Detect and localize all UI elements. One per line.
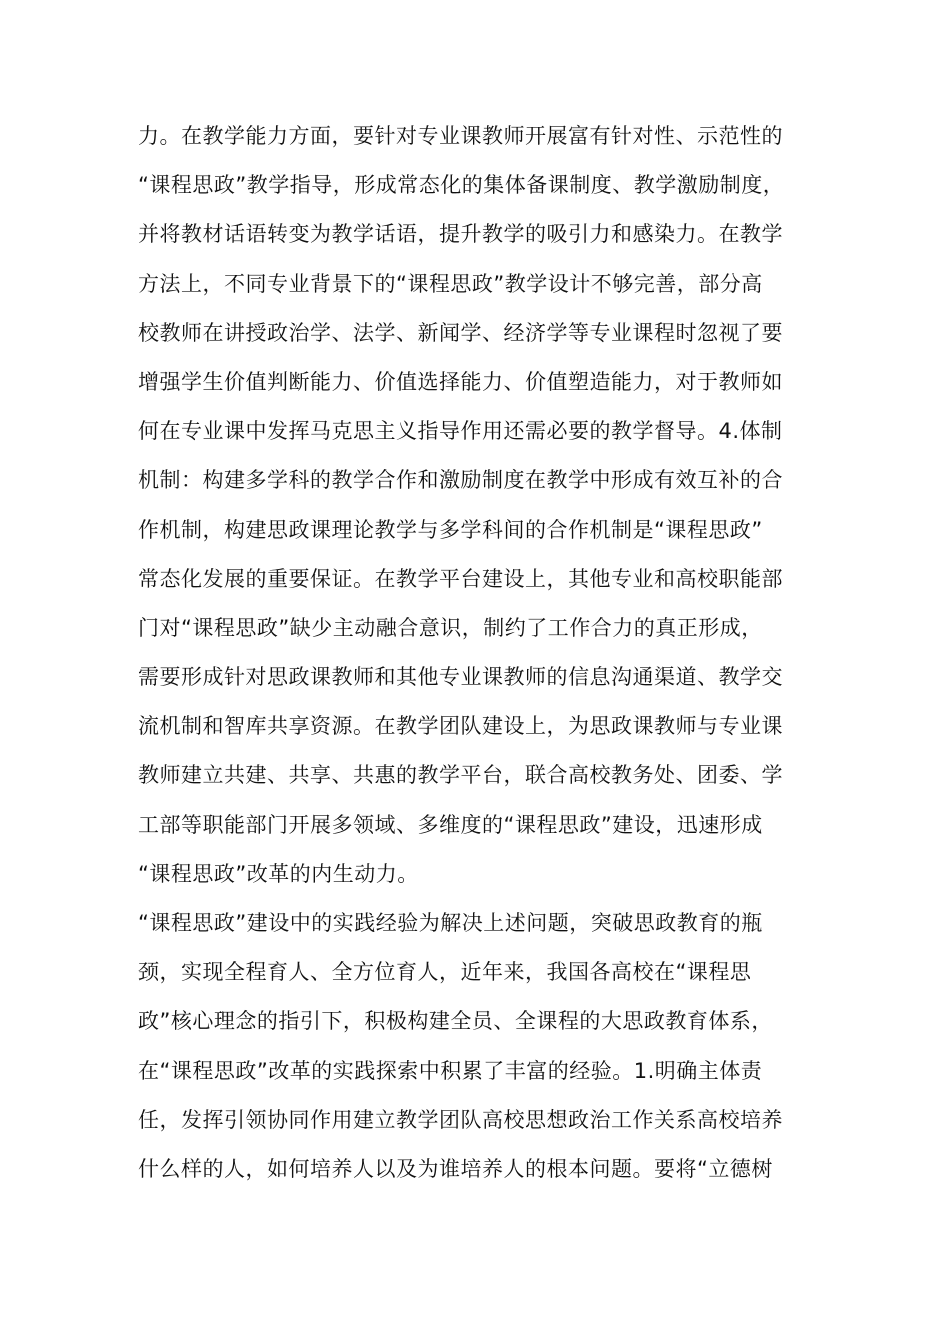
text-line: 在“课程思政”改革的实践探索中积累了丰富的经验。1.明确主体责: [138, 1058, 763, 1083]
text-line: 校教师在讲授政治学、法学、新闻学、经济学等专业课程时忽视了要: [138, 320, 783, 345]
text-line: 教师建立共建、共享、共惠的教学平台，联合高校教务处、团委、学: [138, 763, 783, 788]
text-line: 何在专业课中发挥马克思主义指导作用还需必要的教学督导。4.体制: [138, 419, 783, 444]
text-line: 流机制和智库共享资源。在教学团队建设上，为思政课教师与专业课: [138, 714, 783, 739]
text-line: 机制：构建多学科的教学合作和激励制度在教学中形成有效互补的合: [138, 468, 783, 493]
text-line: 并将教材话语转变为教学话语，提升教学的吸引力和感染力。在教学: [138, 222, 783, 247]
text-line: “课程思政”建设中的实践经验为解决上述问题，突破思政教育的瓶: [138, 911, 763, 935]
text-line: 颈，实现全程育人、全方位育人，近年来，我国各高校在“课程思: [138, 960, 752, 985]
text-line: 工部等职能部门开展多领域、多维度的“课程思政”建设，迅速形成: [138, 812, 763, 837]
text-line: “课程思政”改革的内生动力。: [138, 861, 419, 886]
text-line: 政”核心理念的指引下，积极构建全员、全课程的大思政教育体系，: [138, 1009, 773, 1034]
text-line: 门对“课程思政”缺少主动融合意识，制约了工作合力的真正形成，: [138, 615, 763, 640]
text-line: 力。在教学能力方面，要针对专业课教师开展富有针对性、示范性的: [138, 124, 783, 148]
text-line: 需要形成针对思政课教师和其他专业课教师的信息沟通渠道、教学交: [138, 665, 783, 690]
text-line: 任，发挥引领协同作用建立教学团队高校思想政治工作关系高校培养: [138, 1107, 783, 1132]
body-text: [138, 112, 818, 1194]
text-line: 什么样的人，如何培养人以及为谁培养人的根本问题。要将“立德树: [138, 1156, 773, 1181]
text-line: 增强学生价值判断能力、价值选择能力、价值塑造能力，对于教师如: [138, 369, 783, 394]
text-line: 方法上，不同专业背景下的“课程思政”教学设计不够完善，部分高: [138, 271, 763, 296]
text-line: “课程思政”教学指导，形成常态化的集体备课制度、教学激励制度，: [138, 173, 785, 198]
text-line: 作机制，构建思政课理论教学与多学科间的合作机制是“课程思政”: [138, 517, 763, 542]
text-line: 常态化发展的重要保证。在教学平台建设上，其他专业和高校职能部: [138, 566, 783, 591]
